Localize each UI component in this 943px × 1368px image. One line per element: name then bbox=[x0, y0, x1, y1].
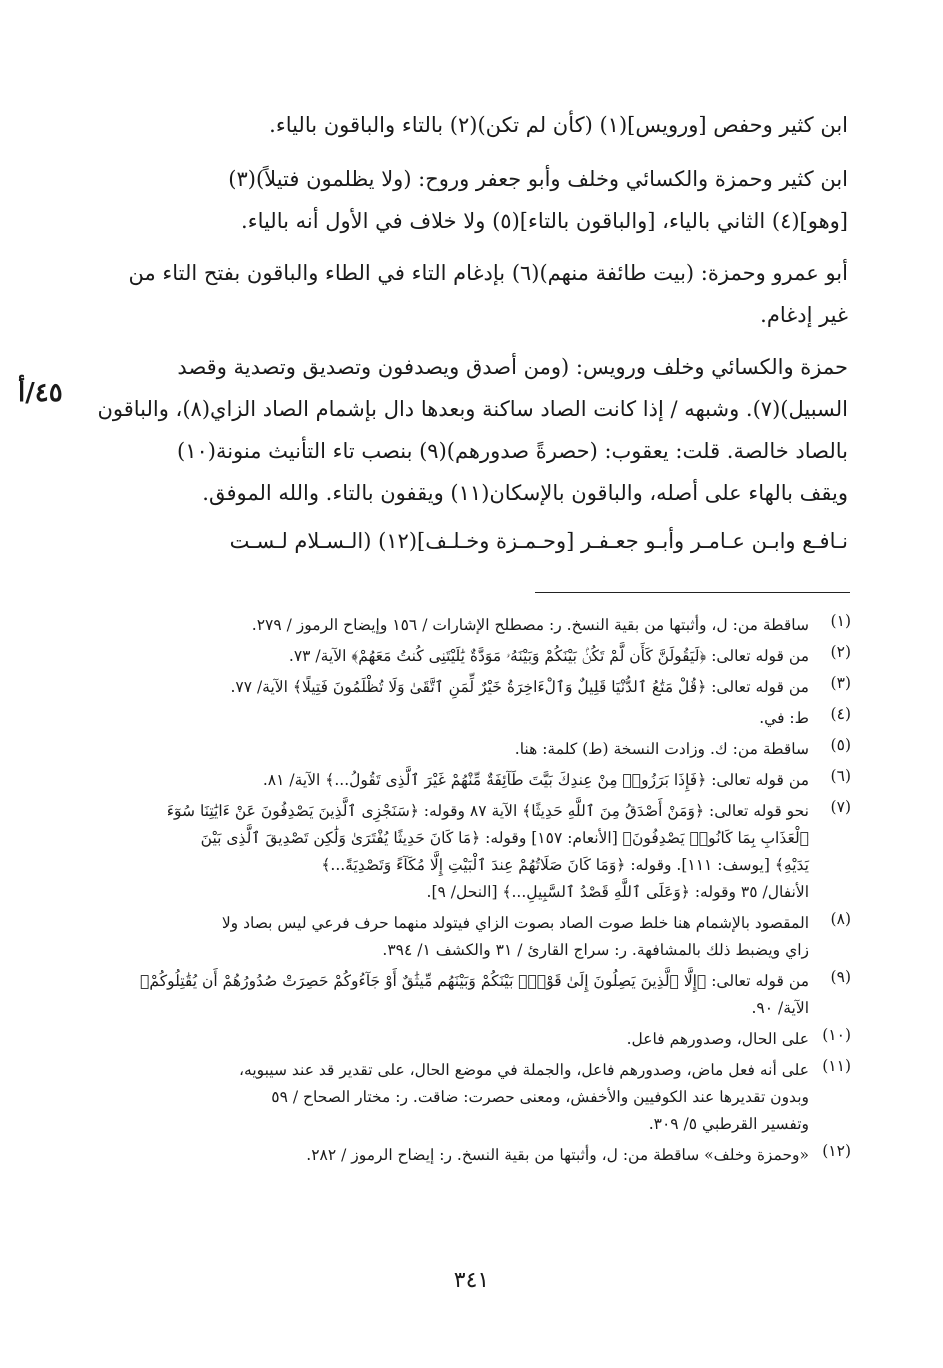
paragraph-2 bbox=[93, 158, 848, 242]
text-line: بالصاد خالصة. قلت: يعقوب: (حصرةً صدورهم)(٩) بنصب تاء التأنيث منونة(١٠) bbox=[176, 439, 848, 463]
footnote-2 bbox=[93, 643, 851, 670]
footnote-text: زاي ويضبط ذلك بالمشافهة. ر: سراج القارئ / ٣١ والكشف ١/ ٣٩٤. bbox=[382, 941, 809, 959]
footnote-number: (١١) bbox=[822, 1057, 851, 1075]
footnote-text: نحو قوله تعالى: ﴿وَمَنْ أَصْدَقُ مِنَ ٱللَّهِ حَدِيثًا﴾ الآية ٨٧ وقوله: ﴿سَنَجْزِى ٱلَّذِينَ يَصْدِفُونَ عَنْ ءَايَٰتِنَا سُوٓءَ bbox=[166, 802, 809, 820]
text-line: نـافـع وابـن عـامـر وأبـو جعـفـر [وحـمـزة وخـلـف](١٢) (الـسـلام لـسـت bbox=[229, 529, 848, 553]
paragraph-1 bbox=[93, 104, 848, 146]
footnote-1 bbox=[93, 612, 851, 639]
footnote-text: ط: في. bbox=[759, 709, 809, 727]
footnote-number: (٦) bbox=[830, 767, 851, 785]
text-line: حمزة والكسائي وخلف ورويس: (ومن أصدق ويصدفون وتصديق وتصدية وقصد bbox=[177, 355, 848, 379]
paragraph-3 bbox=[93, 252, 848, 336]
footnote-text: ٱلْعَذَابِ بِمَا كَانُوا۟ يَصْدِفُونَ﴾ [الأنعام: ١٥٧] وقوله: ﴿مَا كَانَ حَدِيثًا يُفْتَرَىٰ وَلَٰكِن تَصْدِيقَ ٱلَّذِى بَيْنَ bbox=[200, 829, 809, 847]
margin-folio-mark: ٤٥/أ bbox=[18, 378, 63, 408]
footnote-text: يَدَيْهِ﴾ [يوسف: ١١١]. وقوله: ﴿وَمَا كَانَ صَلَاتُهُمْ عِندَ ٱلْبَيْتِ إِلَّا مُكَآءً وَتَصْدِيَةً...﴾ bbox=[321, 856, 809, 874]
text-line: أبو عمرو وحمزة: (بيت طائفة منهم)(٦) بإدغام التاء في الطاء والباقون بفتح التاء من bbox=[128, 261, 848, 285]
footnote-number: (٧) bbox=[830, 798, 851, 816]
footnote-text: ساقطة من: ل، وأثبتها من بقية النسخ. ر: مصطلح الإشارات / ١٥٦ وإيضاح الرموز / ٢٧٩. bbox=[251, 616, 809, 634]
footnote-text: من قوله تعالى: ﴿إِلَّا ٱلَّذِينَ يَصِلُونَ إِلَىٰ قَوْمٍۭ بَيْنَكُمْ وَبَيْنَهُم مِّيثَٰقٌ أَوْ جَآءُوكُمْ حَصِرَتْ صُدُورُهُمْ أَن يُقَٰتِلُوكُمْ﴾ bbox=[140, 972, 809, 990]
footnote-text: المقصود بالإشمام هنا خلط صوت الصاد بصوت الزاي فيتولد منهما حرف فرعي ليس بصاد ولا bbox=[221, 914, 809, 932]
text-line: ويقف بالهاء على أصله، والباقون بالإسكان(١١) ويقفون بالتاء. والله الموفق. bbox=[202, 481, 848, 505]
footnote-text: الآية/ ٩٠. bbox=[751, 999, 809, 1017]
footnote-11 bbox=[93, 1057, 851, 1138]
paragraph-4 bbox=[93, 346, 848, 514]
footnote-separator bbox=[535, 592, 850, 593]
footnote-8 bbox=[93, 910, 851, 964]
footnote-number: (٩) bbox=[830, 968, 851, 986]
footnote-text: من قوله تعالى: ﴿فَإِذَا بَرَزُوا۟ مِنْ عِندِكَ بَيَّتَ طَآئِفَةٌ مِّنْهُمْ غَيْرَ ٱلَّذِى تَقُولُ...﴾ الآية/ ٨١. bbox=[262, 771, 809, 789]
footnote-number: (٢) bbox=[830, 643, 851, 661]
footnote-text: وتفسير القرطبي ٥/ ٣٠٩. bbox=[648, 1115, 809, 1133]
footnote-text: على الحال، وصدورهم فاعل. bbox=[626, 1030, 809, 1048]
footnote-text: من قوله تعالى: ﴿قُلْ مَتَٰعُ ٱلدُّنْيَا قَلِيلٌ وَٱلْءَاخِرَةُ خَيْرٌ لِّمَنِ ٱتَّقَىٰ وَلَا تُظْلَمُونَ فَتِيلًا﴾ الآية/ ٧٧. bbox=[230, 678, 809, 696]
footnote-4 bbox=[93, 705, 851, 732]
footnote-7 bbox=[93, 798, 851, 906]
text-line: ابن كثير وحفص [ورويس](١) (كأن لم تكن)(٢) بالتاء والباقون بالياء. bbox=[269, 113, 848, 137]
text-line: [وهو](٤) الثاني بالياء، [والباقون بالتاء](٥) ولا خلاف في الأول أنه بالياء. bbox=[241, 209, 848, 233]
footnote-text: وبدون تقديرها عند الكوفيين والأخفش، ومعنى حصرت: ضاقت. ر: مختار الصحاح / ٥٩ bbox=[271, 1088, 809, 1106]
footnote-text: الأنفال/ ٣٥ وقوله: ﴿وَعَلَى ٱللَّهِ قَصْدُ ٱلسَّبِيلِ...﴾ [النحل/ ٩]. bbox=[426, 883, 809, 901]
footnote-number: (٨) bbox=[830, 910, 851, 928]
page-number: ٣٤١ bbox=[453, 1268, 490, 1293]
footnote-text: ساقطة من: ك. وزادت النسخة (ط) كلمة: هنا. bbox=[514, 740, 809, 758]
text-line: ابن كثير وحمزة والكسائي وخلف وأبو جعفر وروح: (ولا يظلمون فتيلاً)(٣) bbox=[228, 167, 848, 191]
footnote-6 bbox=[93, 767, 851, 794]
footnote-9 bbox=[93, 968, 851, 1022]
footnote-number: (١٢) bbox=[822, 1142, 851, 1160]
text-line: غير إدغام. bbox=[760, 303, 848, 327]
footnote-number: (٥) bbox=[830, 736, 851, 754]
footnotes bbox=[93, 612, 851, 1173]
paragraph-5 bbox=[93, 520, 848, 562]
footnote-text: من قوله تعالى: ﴿لَيَقُولَنَّ كَأَن لَّمْ تَكُنۢ بَيْنَكُمْ وَبَيْنَهُۥ مَوَدَّةٌ يَٰلَيْتَنِى كُنتُ مَعَهُمْ﴾ الآية/ ٧٣. bbox=[288, 647, 809, 665]
footnote-number: (١٠) bbox=[822, 1026, 851, 1044]
footnote-3 bbox=[93, 674, 851, 701]
text-line: السبيل)(٧). وشبهه / إذا كانت الصاد ساكنة وبعدها دال بإشمام الصاد الزاي(٨)، والباقون bbox=[97, 397, 848, 421]
footnote-number: (١) bbox=[830, 612, 851, 630]
footnote-10 bbox=[93, 1026, 851, 1053]
footnote-text: «وحمزة وخلف» ساقطة من: ل، وأثبتها من بقية النسخ. ر: إيضاح الرموز / ٢٨٢. bbox=[306, 1146, 809, 1164]
footnote-number: (٤) bbox=[830, 705, 851, 723]
footnote-text: على أنه فعل ماض، وصدورهم فاعل، والجملة في موضع الحال، على تقدير قد عند سيبويه، bbox=[239, 1061, 809, 1079]
footnote-number: (٣) bbox=[830, 674, 851, 692]
footnote-5 bbox=[93, 736, 851, 763]
footnote-12 bbox=[93, 1142, 851, 1169]
